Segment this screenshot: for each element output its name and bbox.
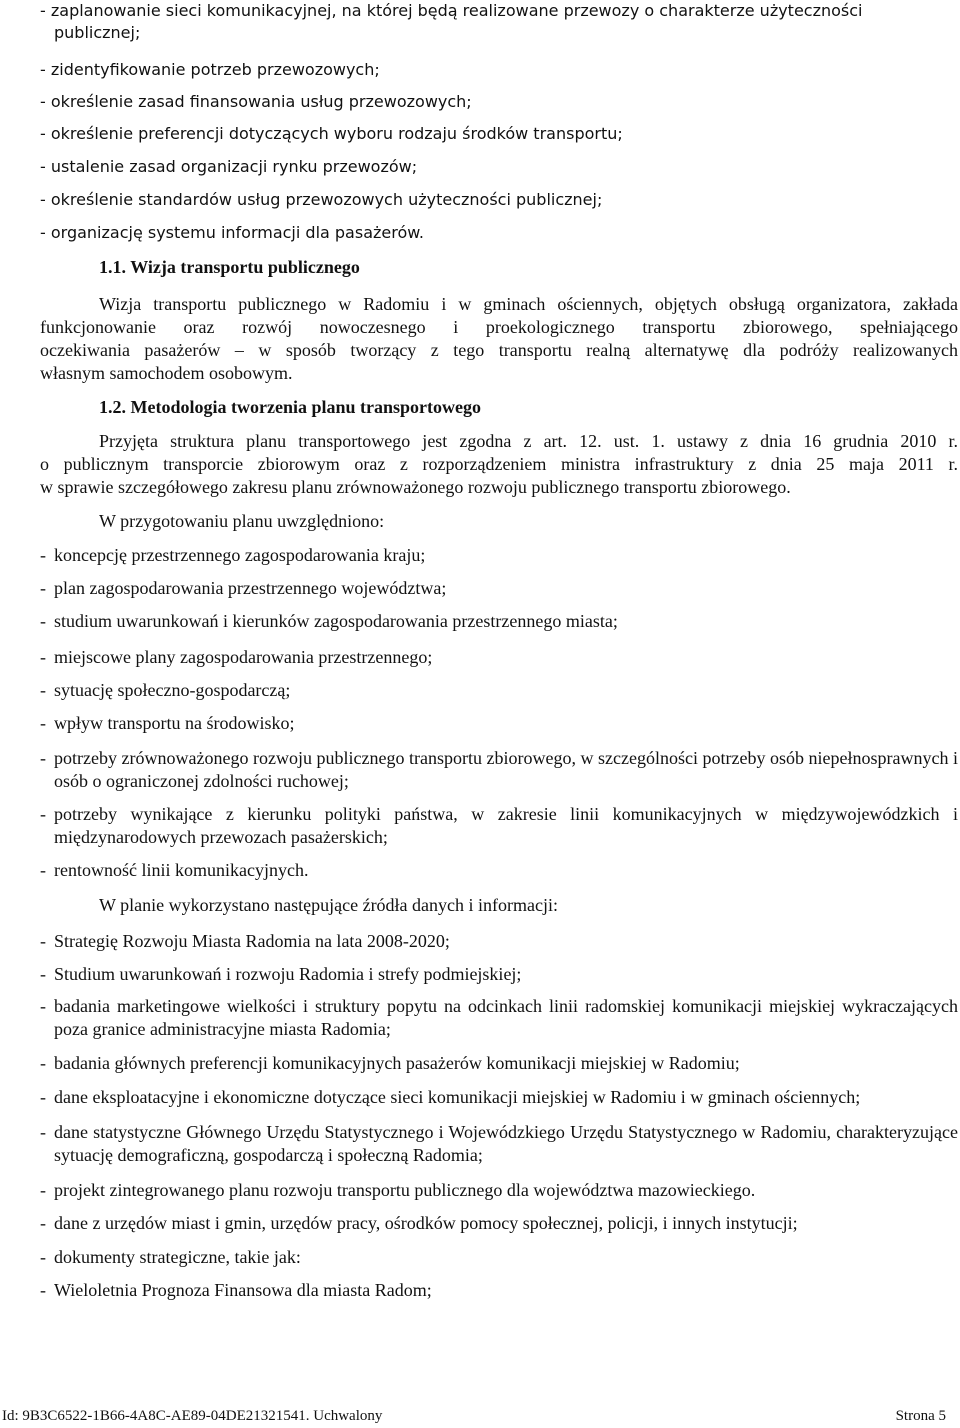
considered-list-item: - plan zagospodarowania przestrzennego województwa; — [40, 578, 447, 598]
considered-list-item: - rentowność linii komunikacyjnych. — [40, 860, 309, 880]
paragraph-line: Wizja transportu publicznego w Radomiu i w gminach ościennych, objętych obsługą organizatora, zakłada — [99, 294, 958, 314]
considered-list-item: - sytuację społeczno-gospodarczą; — [40, 680, 291, 700]
sources-list-item: - dane eksploatacyjne i ekonomiczne dotyczące sieci komunikacji miejskiej w Radomiu i w gminach ościennych; — [40, 1087, 861, 1107]
section-heading-1-2 — [99, 397, 481, 418]
sources-list-item: - projekt zintegrowanego planu rozwoju transportu publicznego dla województwa mazowieckiego. — [40, 1180, 756, 1200]
section-title: Wizja transportu publicznego — [130, 257, 360, 277]
sources-list-item: - dane z urzędów miast i gmin, urzędów pracy, ośrodków pomocy społecznej, policji, i innych instytucji; — [40, 1213, 798, 1233]
section-1-2-paragraph — [40, 430, 958, 499]
paragraph-line: w sprawie szczegółowego zakresu planu zrównoważonego rozwoju publicznego transportu zbiorowego. — [40, 477, 791, 497]
considered-list-item: - potrzeby wynikające z kierunku polityki państwa, w zakresie linii komunikacyjnych w międzywojewódzkich i międzynarodowych przewozach pasażerskich; — [40, 804, 958, 847]
considered-list-item: - koncepcję przestrzennego zagospodarowania kraju; — [40, 545, 426, 565]
paragraph-line: Przyjęta struktura planu transportowego jest zgodna z art. 12. ust. 1. ustawy z dnia 16 grudnia 2010 r. — [99, 431, 958, 451]
sources-list-item: - badania marketingowe wielkości i struktury popytu na odcinkach linii radomskiej komunikacji miejskiej wykraczających poza granice administracyjne miasta Radomia; — [40, 996, 958, 1039]
sources-list-item: - badania głównych preferencji komunikacyjnych pasażerów komunikacji miejskiej w Radomiu; — [40, 1053, 740, 1073]
sources-list-item: - Wieloletnia Prognoza Finansowa dla miasta Radom; — [40, 1280, 432, 1300]
intro-list-item: - zaplanowanie sieci komunikacyjnej, na której będą realizowane przewozy o charakterze użyteczności — [40, 1, 863, 20]
section-number: 1.2. — [99, 397, 126, 417]
paragraph-line: o publicznym transporcie zbiorowym oraz z rozporządzeniem ministra infrastruktury z dnia 25 maja 2011 r. — [40, 454, 958, 474]
section-1-1-paragraph — [40, 293, 958, 385]
intro-list-item: - organizację systemu informacji dla pasażerów. — [40, 223, 424, 242]
sources-list-item: - dokumenty strategiczne, takie jak: — [40, 1247, 301, 1267]
section-title: Metodologia tworzenia planu transportowego — [130, 397, 481, 417]
sources-list-item: - Strategię Rozwoju Miasta Radomia na lata 2008-2020; — [40, 931, 450, 951]
considered-list-item: - studium uwarunkowań i kierunków zagospodarowania przestrzennego miasta; — [40, 611, 618, 631]
footer-page-number: Strona 5 — [895, 1408, 946, 1424]
considered-list-item: - miejscowe plany zagospodarowania przestrzennego; — [40, 647, 433, 667]
section-number: 1.1. — [99, 257, 126, 277]
intro-list-item-continuation: publicznej; — [54, 23, 141, 42]
considered-list-item: - wpływ transportu na środowisko; — [40, 713, 295, 733]
paragraph-line: oczekiwania pasażerów – w sposób tworzący z tego transportu realną alternatywę dla podróży realizowanych — [40, 340, 958, 360]
intro-list-item: - ustalenie zasad organizacji rynku przewozów; — [40, 157, 418, 176]
sources-list-item: - dane statystyczne Głównego Urzędu Statystycznego i Wojewódzkiego Urzędu Statystycznego w Radomiu, charakteryzujące sytuację demograficzną, gospodarczą i społeczną Radomia; — [40, 1122, 958, 1165]
footer-document-id: Id: 9B3C6522-1B66-4A8C-AE89-04DE21321541. Uchwalony — [2, 1408, 383, 1424]
paragraph-line: funkcjonowanie oraz rozwój nowoczesnego i proekologicznego transportu zbiorowego, spełniającego — [40, 317, 958, 337]
intro-list-item: - określenie preferencji dotyczących wyboru rodzaju środków transportu; — [40, 124, 623, 143]
considered-list-item: - potrzeby zrównoważonego rozwoju publicznego transportu zbiorowego, w szczególności potrzeby osób niepełnosprawnych i osób o ograniczonej zdolności ruchowej; — [40, 748, 958, 791]
intro-list-item: - zidentyfikowanie potrzeb przewozowych; — [40, 60, 380, 79]
intro-list-item: - określenie standardów usług przewozowych użyteczności publicznej; — [40, 190, 603, 209]
section-heading-1-1 — [99, 257, 360, 278]
sources-intro: W planie wykorzystano następujące źródła danych i informacji: — [99, 895, 558, 915]
considered-intro: W przygotowaniu planu uwzględniono: — [99, 511, 385, 531]
paragraph-line: własnym samochodem osobowym. — [40, 363, 293, 383]
sources-list-item: - Studium uwarunkowań i rozwoju Radomia i strefy podmiejskiej; — [40, 964, 522, 984]
intro-list-item: - określenie zasad finansowania usług przewozowych; — [40, 92, 472, 111]
